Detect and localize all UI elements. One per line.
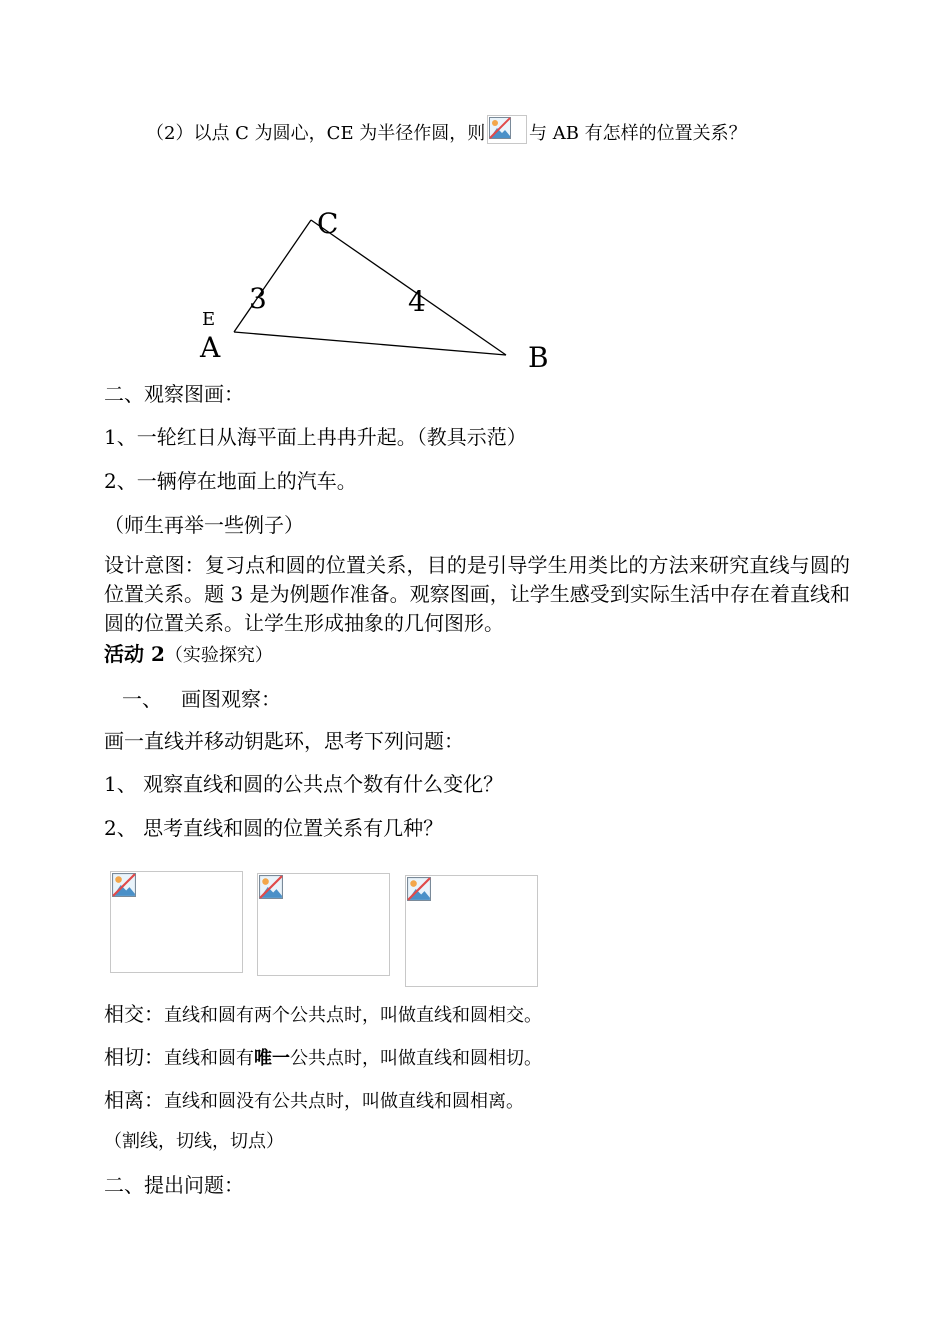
- definition-tangent: [104, 1041, 542, 1070]
- definition-intersect-text: 直线和圆有两个公共点时，叫做直线和圆相交。: [164, 1005, 542, 1026]
- observe-item-1: 1、一轮红日从海平面上冉冉升起。（教具示范）: [104, 425, 527, 449]
- activity-2-title: 活动 2: [104, 642, 165, 666]
- question-2-suffix: 与 AB 有怎样的位置关系？: [529, 123, 747, 144]
- broken-image-icon: [407, 877, 431, 901]
- definition-intersect-term: 相交：: [104, 1002, 164, 1026]
- broken-image-icon: [112, 873, 136, 897]
- image-placeholder-3: [405, 875, 538, 987]
- activity-2-question-2: 2、 思考直线和圆的位置关系有几种？: [104, 816, 444, 840]
- inline-image-placeholder: [487, 115, 527, 144]
- activity-2-heading: [104, 638, 273, 667]
- activity-2-subtitle: （实验探究）: [164, 645, 273, 666]
- observe-note: （师生再举一些例子）: [104, 513, 304, 537]
- definition-separate-text: 直线和圆没有公共点时，叫做直线和圆相离。: [164, 1091, 524, 1112]
- question-2-prefix: （2）以点 C 为圆心，CE 为半径作圆，则: [146, 123, 486, 144]
- activity-2-instruction: 画一直线并移动钥匙环，思考下列问题：: [104, 729, 464, 753]
- definition-separate: [104, 1084, 524, 1113]
- triangle-diagram: [190, 200, 570, 380]
- broken-image-icon: [489, 117, 511, 139]
- image-placeholder-2: [257, 873, 390, 976]
- definition-intersect: [104, 998, 542, 1027]
- side-ac: [234, 220, 311, 332]
- observe-item-2: 2、一辆停在地面上的汽车。: [104, 469, 357, 493]
- question-2-line: [146, 119, 485, 145]
- definition-tangent-emphasis: 唯一: [254, 1048, 290, 1069]
- broken-image-icon: [259, 875, 283, 899]
- section-question-heading: 二、提出问题：: [104, 1173, 244, 1197]
- side-ab: [234, 332, 506, 355]
- definition-tangent-pre: 直线和圆有: [164, 1048, 254, 1069]
- point-e-label: E: [202, 309, 216, 330]
- activity-2-sub-heading-number: 一、: [122, 687, 162, 711]
- definition-separate-term: 相离：: [104, 1088, 164, 1112]
- vertex-b-label: B: [528, 341, 549, 374]
- side-ac-length: 3: [249, 282, 267, 315]
- vertex-a-label: A: [200, 331, 221, 364]
- terms-note: （割线，切线，切点）: [104, 1131, 284, 1152]
- definition-tangent-term: 相切：: [104, 1045, 164, 1069]
- vertex-c-label: C: [317, 207, 339, 240]
- image-placeholder-1: [110, 871, 243, 973]
- definition-tangent-post: 公共点时，叫做直线和圆相切。: [290, 1048, 542, 1069]
- activity-2-question-1: 1、 观察直线和圆的公共点个数有什么变化？: [104, 772, 504, 796]
- design-intent-paragraph: 设计意图：复习点和圆的位置关系，目的是引导学生用类比的方法来研究直线与圆的位置关系。题 3 是为例题作准备。观察图画，让学生感受到实际生活中存在着直线和圆的位置关系。让学生形成抽象的几何图形。: [104, 553, 850, 635]
- activity-2-sub-heading: 画图观察：: [181, 687, 281, 711]
- side-bc-length: 4: [408, 285, 426, 318]
- section-observe-heading: 二、观察图画：: [104, 382, 244, 406]
